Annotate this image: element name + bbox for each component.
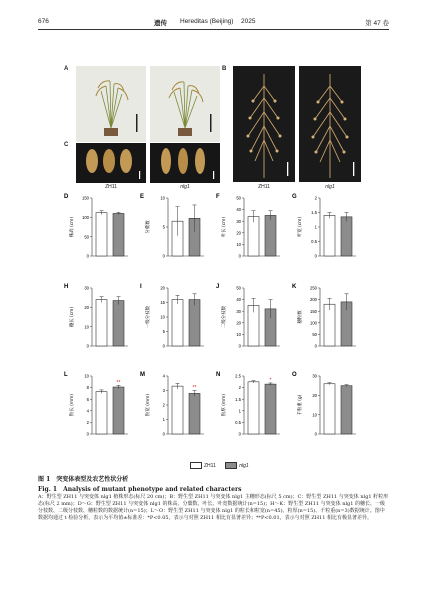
y-tick-label: 1 (238, 408, 241, 414)
bar-chart-d (64, 192, 134, 274)
bar-nlg1 (189, 393, 200, 434)
panel-label-o: O (292, 372, 297, 378)
y-tick-label: 20 (236, 320, 241, 326)
significance-marker: * (269, 377, 272, 384)
y-tick-label: 30 (312, 373, 317, 379)
panel-label-j: J (216, 284, 220, 290)
figure-title-cn: 图 1 突变体表型及农艺性状分析 (38, 476, 129, 483)
y-tick-label: 10 (312, 412, 317, 418)
photo-label-a-right: nlg1 (180, 184, 190, 190)
y-tick-label: 0 (162, 431, 165, 437)
panicle-photo-nlg1 (299, 66, 361, 182)
bar-chart-o (292, 370, 362, 452)
y-tick-label: 30 (84, 285, 89, 291)
y-axis-label: 粒长 (mm) (70, 393, 75, 417)
bar-chart-l (64, 370, 134, 452)
y-tick-label: 0 (162, 343, 165, 349)
y-axis-label: 二级分枝数 (222, 306, 227, 328)
y-tick-label: 4 (86, 408, 89, 414)
bar-chart-m (140, 370, 210, 452)
y-tick-label: 0 (86, 343, 89, 349)
bar-zh11 (172, 300, 183, 346)
y-tick-label: 20 (236, 230, 241, 236)
y-tick-label: 10 (236, 332, 241, 337)
grain-photo-zh11 (76, 143, 146, 183)
y-tick-label: 100 (310, 320, 317, 326)
y-tick-label: 0 (162, 253, 165, 259)
y-tick-label: 1.5 (311, 210, 317, 216)
figure-title-en: Fig. 1 Analysis of mutant phenotype and related characters (38, 486, 242, 493)
bar-zh11 (172, 386, 183, 434)
chart-legend (188, 462, 249, 469)
bar-zh11 (324, 304, 335, 346)
figure-caption-body: A：野生型 ZH11 与突变体 nlg1 植株形态(标尺 20 cm)；B：野生型 ZH11 与突变体 nlg1 主穗形态(标尺 5 cm)；C：野生型 ZH11 与突变体 nlg1 籽粒形态(标尺 2 mm)；D～G：野生型 ZH11 与突变体 nlg1 的株高、分蘖数、叶长、叶宽数据统计(n=15)；H～K：野生型 ZH11 与突变体 nlg1 的穗长、一级分枝数、二级分枝数、穗粒数的数据统计(n=15)；L～O：野生型 ZH11 与突变体 nlg1 的粒长和粒宽(n=45)、粒厚(n=15)、千粒重(n=3)数据统计。图中数据均通过 t 检验分析，表示为平均值±标准差：*P<0.05，表示与对照 ZH11 相比有显著差异；**P<0.01，表示与对照 ZH11 相比有极显著差异。 (38, 494, 389, 521)
y-tick-label: 40 (236, 297, 241, 303)
bar-nlg1 (113, 301, 124, 346)
bar-nlg1 (113, 213, 124, 256)
y-axis-label: 一级分枝数 (146, 306, 151, 328)
grain-photo-nlg1 (150, 143, 220, 183)
y-tick-label: 200 (310, 297, 317, 303)
y-tick-label: 0.5 (235, 420, 241, 425)
y-tick-label: 50 (84, 234, 89, 240)
y-tick-label: 2 (86, 420, 89, 425)
y-tick-label: 2.5 (235, 373, 241, 379)
bar-nlg1 (265, 215, 276, 256)
y-tick-label: 0 (314, 253, 317, 259)
y-tick-label: 10 (84, 373, 89, 379)
bar-zh11 (248, 382, 259, 434)
y-tick-label: 0 (314, 431, 317, 437)
bar-zh11 (96, 392, 107, 434)
y-axis-label: 穗长 (cm) (70, 306, 75, 328)
bar-chart-n (216, 370, 286, 452)
bar-nlg1 (341, 217, 352, 256)
legend-swatch-zh11 (190, 462, 202, 469)
y-tick-label: 8 (86, 385, 89, 391)
panel-label-e: E (140, 194, 145, 200)
bar-chart-k (292, 282, 362, 364)
y-tick-label: 0 (314, 343, 317, 349)
y-tick-label: 40 (236, 207, 241, 213)
bar-nlg1 (189, 300, 200, 346)
y-tick-label: 250 (310, 285, 317, 291)
significance-marker: ** (192, 385, 197, 391)
bar-zh11 (96, 213, 107, 256)
legend-swatch-nlg1 (225, 462, 237, 469)
y-axis-label: 千粒重 (g) (298, 394, 303, 416)
y-tick-label: 50 (236, 285, 241, 291)
y-axis-label: 粒宽 (mm) (146, 393, 151, 417)
bar-nlg1 (341, 386, 352, 434)
y-axis-label: 分蘖数 (146, 220, 151, 234)
panel-label-m: M (140, 372, 145, 378)
y-tick-label: 20 (84, 304, 89, 310)
y-tick-label: 150 (82, 195, 89, 201)
y-tick-label: 2 (162, 402, 165, 408)
bar-zh11 (248, 217, 259, 256)
y-tick-label: 15 (160, 300, 165, 306)
y-tick-label: 2 (314, 195, 317, 201)
y-axis-label: 株高 (cm) (70, 216, 75, 238)
bar-zh11 (324, 384, 335, 434)
y-tick-label: 100 (82, 214, 89, 220)
y-tick-label: 50 (236, 195, 241, 201)
significance-marker: ** (116, 379, 121, 386)
y-tick-label: 10 (160, 314, 165, 320)
legend-label-zh11: ZH11 (204, 462, 216, 469)
y-tick-label: 0.5 (311, 239, 317, 245)
bar-chart-e (140, 192, 210, 274)
legend-label-nlg1: nlg1 (239, 462, 249, 469)
y-tick-label: 10 (236, 242, 241, 247)
y-tick-label: 10 (160, 195, 165, 201)
panicle-photo-zh11 (233, 66, 295, 182)
bar-zh11 (324, 215, 335, 256)
y-axis-label: 叶长 (cm) (222, 216, 227, 238)
panel-label-f: F (216, 194, 220, 200)
panel-label-d: D (64, 194, 69, 200)
y-tick-label: 150 (310, 308, 317, 314)
photo-label-b-left: ZH11 (258, 184, 270, 190)
y-tick-label: 3 (162, 388, 165, 394)
journal-name: Hereditas (Beijing) (180, 18, 234, 25)
bar-zh11 (96, 300, 107, 346)
plant-photo-zh11 (76, 66, 146, 142)
panel-label-l: L (64, 372, 68, 378)
journal-logo: 遗传 (154, 19, 167, 27)
panel-label-c: C (64, 142, 69, 148)
y-tick-label: 1.5 (235, 396, 241, 402)
panel-label-n: N (216, 372, 221, 378)
y-tick-label: 5 (162, 224, 165, 230)
y-axis-label: 叶宽 (cm) (298, 216, 303, 238)
y-tick-label: 20 (312, 392, 317, 398)
bar-chart-h (64, 282, 134, 364)
panel-label-h: H (64, 284, 69, 290)
panel-label-b: B (222, 66, 227, 72)
y-tick-label: 10 (84, 324, 89, 330)
journal-volume: 第 47 卷 (365, 20, 389, 27)
photo-label-b-right: nlg1 (325, 184, 335, 190)
header-rule (38, 29, 389, 30)
y-tick-label: 5 (162, 329, 165, 335)
y-axis-label: 穗粒数 (298, 310, 303, 324)
y-tick-label: 0 (238, 431, 241, 437)
panel-label-k: K (292, 284, 297, 290)
journal-year: 2025 (241, 18, 256, 25)
y-tick-label: 0 (238, 253, 241, 259)
y-tick-label: 0 (86, 253, 89, 259)
y-axis-label: 粒厚 (mm) (222, 393, 227, 417)
photo-label-a-left: ZH11 (105, 184, 117, 190)
y-tick-label: 6 (86, 396, 89, 402)
page-number: 676 (38, 18, 49, 25)
y-tick-label: 20 (160, 285, 165, 291)
bar-nlg1 (113, 387, 124, 434)
bar-chart-i (140, 282, 210, 364)
plant-photo-nlg1 (150, 66, 220, 142)
y-tick-label: 4 (162, 373, 165, 379)
bar-chart-g (292, 192, 362, 274)
bar-nlg1 (265, 384, 276, 434)
panel-label-i: I (140, 284, 142, 290)
y-tick-label: 2 (238, 385, 241, 391)
panel-label-g: G (292, 194, 297, 200)
y-tick-label: 30 (236, 218, 241, 224)
y-tick-label: 30 (236, 308, 241, 314)
panel-label-a: A (64, 66, 69, 72)
bar-chart-j (216, 282, 286, 364)
bar-chart-f (216, 192, 286, 274)
y-tick-label: 50 (312, 332, 317, 337)
y-tick-label: 0 (238, 343, 241, 349)
y-tick-label: 1 (162, 417, 165, 423)
y-tick-label: 1 (314, 224, 317, 230)
y-tick-label: 0 (86, 431, 89, 437)
